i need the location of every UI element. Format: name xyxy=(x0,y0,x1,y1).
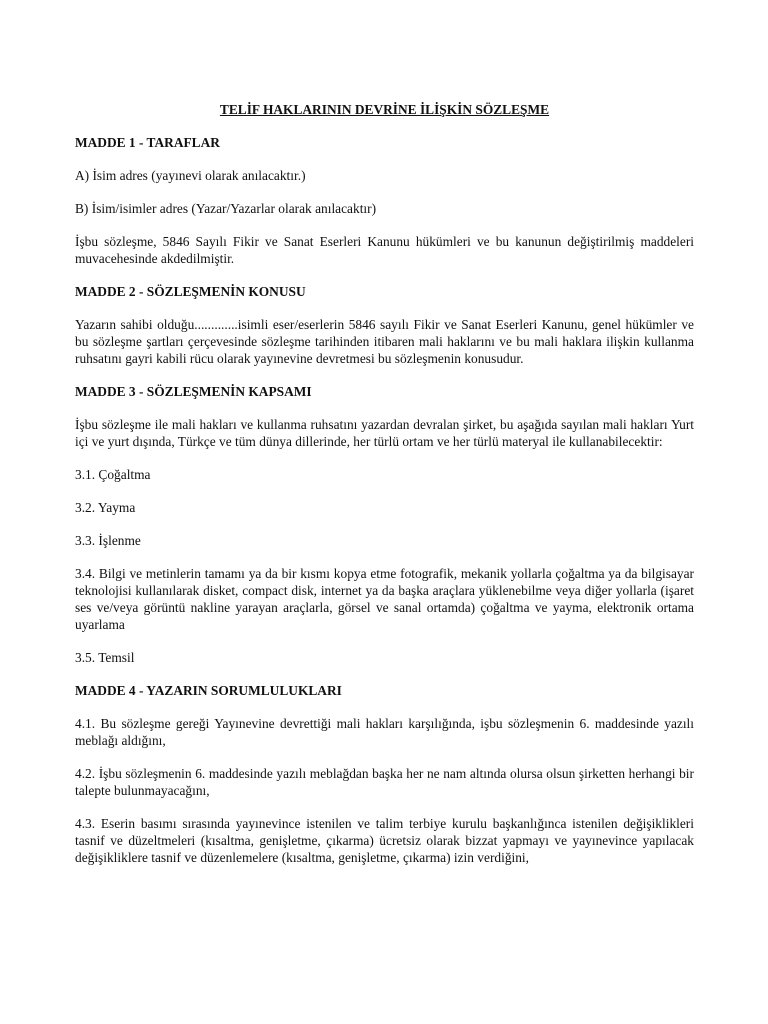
paragraph-scope: İşbu sözleşme ile mali hakları ve kullanma ruhsatını yazardan devralan şirket, bu aşağıda sayılan mali hakları Yurt içi ve yurt dışında, Türkçe ve tüm dünya dillerinde, her türlü ortam ve her türlü materyal ile kullanabilecektir: xyxy=(75,417,694,449)
list-item-3-1: 3.1. Çoğaltma xyxy=(75,467,151,482)
paragraph-subject: Yazarın sahibi olduğu.............isimli eser/eserlerin 5846 sayılı Fikir ve Sanat Eserleri Kanunu, genel hükümler ve bu sözleşme şartları çerçevesinde sözleşme tarihinden itibaren mali haklarını ve bu mali haklara ilişkin kullanma ruhsatını gayri kabili rücu olarak yayınevine devretmesi bu sözleşmenin konusudur. xyxy=(75,317,694,366)
document-body xyxy=(75,101,694,866)
paragraph-legal-basis: İşbu sözleşme, 5846 Sayılı Fikir ve Sanat Eserleri Kanunu hükümleri ve bu kanunun değiştirilmiş maddeleri muvacehesinde akdedilmiştir. xyxy=(75,234,694,266)
list-item-4-2: 4.2. İşbu sözleşmenin 6. maddesinde yazılı meblağdan başka her ne nam altında olursa olsun şirketten herhangi bir talepte bulunmayacağını, xyxy=(75,766,694,798)
paragraph-party-b: B) İsim/isimler adres (Yazar/Yazarlar olarak anılacaktır) xyxy=(75,201,377,216)
list-item-3-4: 3.4. Bilgi ve metinlerin tamamı ya da bir kısmı kopya etme fotografik, mekanik yollarla çoğaltma ya da bilgisayar teknolojisi kullanılarak disket, compact disk, internet ya da başka araçlara yüklenebilme veya diğer yollarla (işaret ses ve/veya görüntü nakline yarayan araçlarla, görsel ve sanal ortamda) çoğaltma ve yayma, elektronik ortama uyarlama xyxy=(75,566,694,632)
list-item-3-3: 3.3. İşlenme xyxy=(75,533,141,548)
paragraph-party-a: A) İsim adres (yayınevi olarak anılacaktır.) xyxy=(75,168,306,183)
section-heading-madde-3: MADDE 3 - SÖZLEŞMENİN KAPSAMI xyxy=(75,384,312,399)
list-item-3-2: 3.2. Yayma xyxy=(75,500,136,515)
section-heading-madde-1: MADDE 1 - TARAFLAR xyxy=(75,135,220,150)
list-item-3-5: 3.5. Temsil xyxy=(75,650,135,665)
list-item-4-3: 4.3. Eserin basımı sırasında yayınevince istenilen ve talim terbiye kurulu başkanlığınca istenilen değişiklikleri tasnif ve düzeltmeleri (kısaltma, genişletme, çıkarma) ücretsiz olarak bizzat yapmayı ve yayınevince yapılacak değişikliklere tasnif ve düzenlemelere (kısaltma, genişletme, çıkarma) izin verdiğini, xyxy=(75,816,694,865)
document-title: TELİF HAKLARININ DEVRİNE İLİŞKİN SÖZLEŞME xyxy=(219,102,550,117)
section-heading-madde-2: MADDE 2 - SÖZLEŞMENİN KONUSU xyxy=(75,284,306,299)
section-heading-madde-4: MADDE 4 - YAZARIN SORUMLULUKLARI xyxy=(75,683,342,698)
list-item-4-1: 4.1. Bu sözleşme gereği Yayınevine devrettiği mali hakları karşılığında, işbu sözleşmenin 6. maddesinde yazılı meblağı aldığını, xyxy=(75,716,694,748)
